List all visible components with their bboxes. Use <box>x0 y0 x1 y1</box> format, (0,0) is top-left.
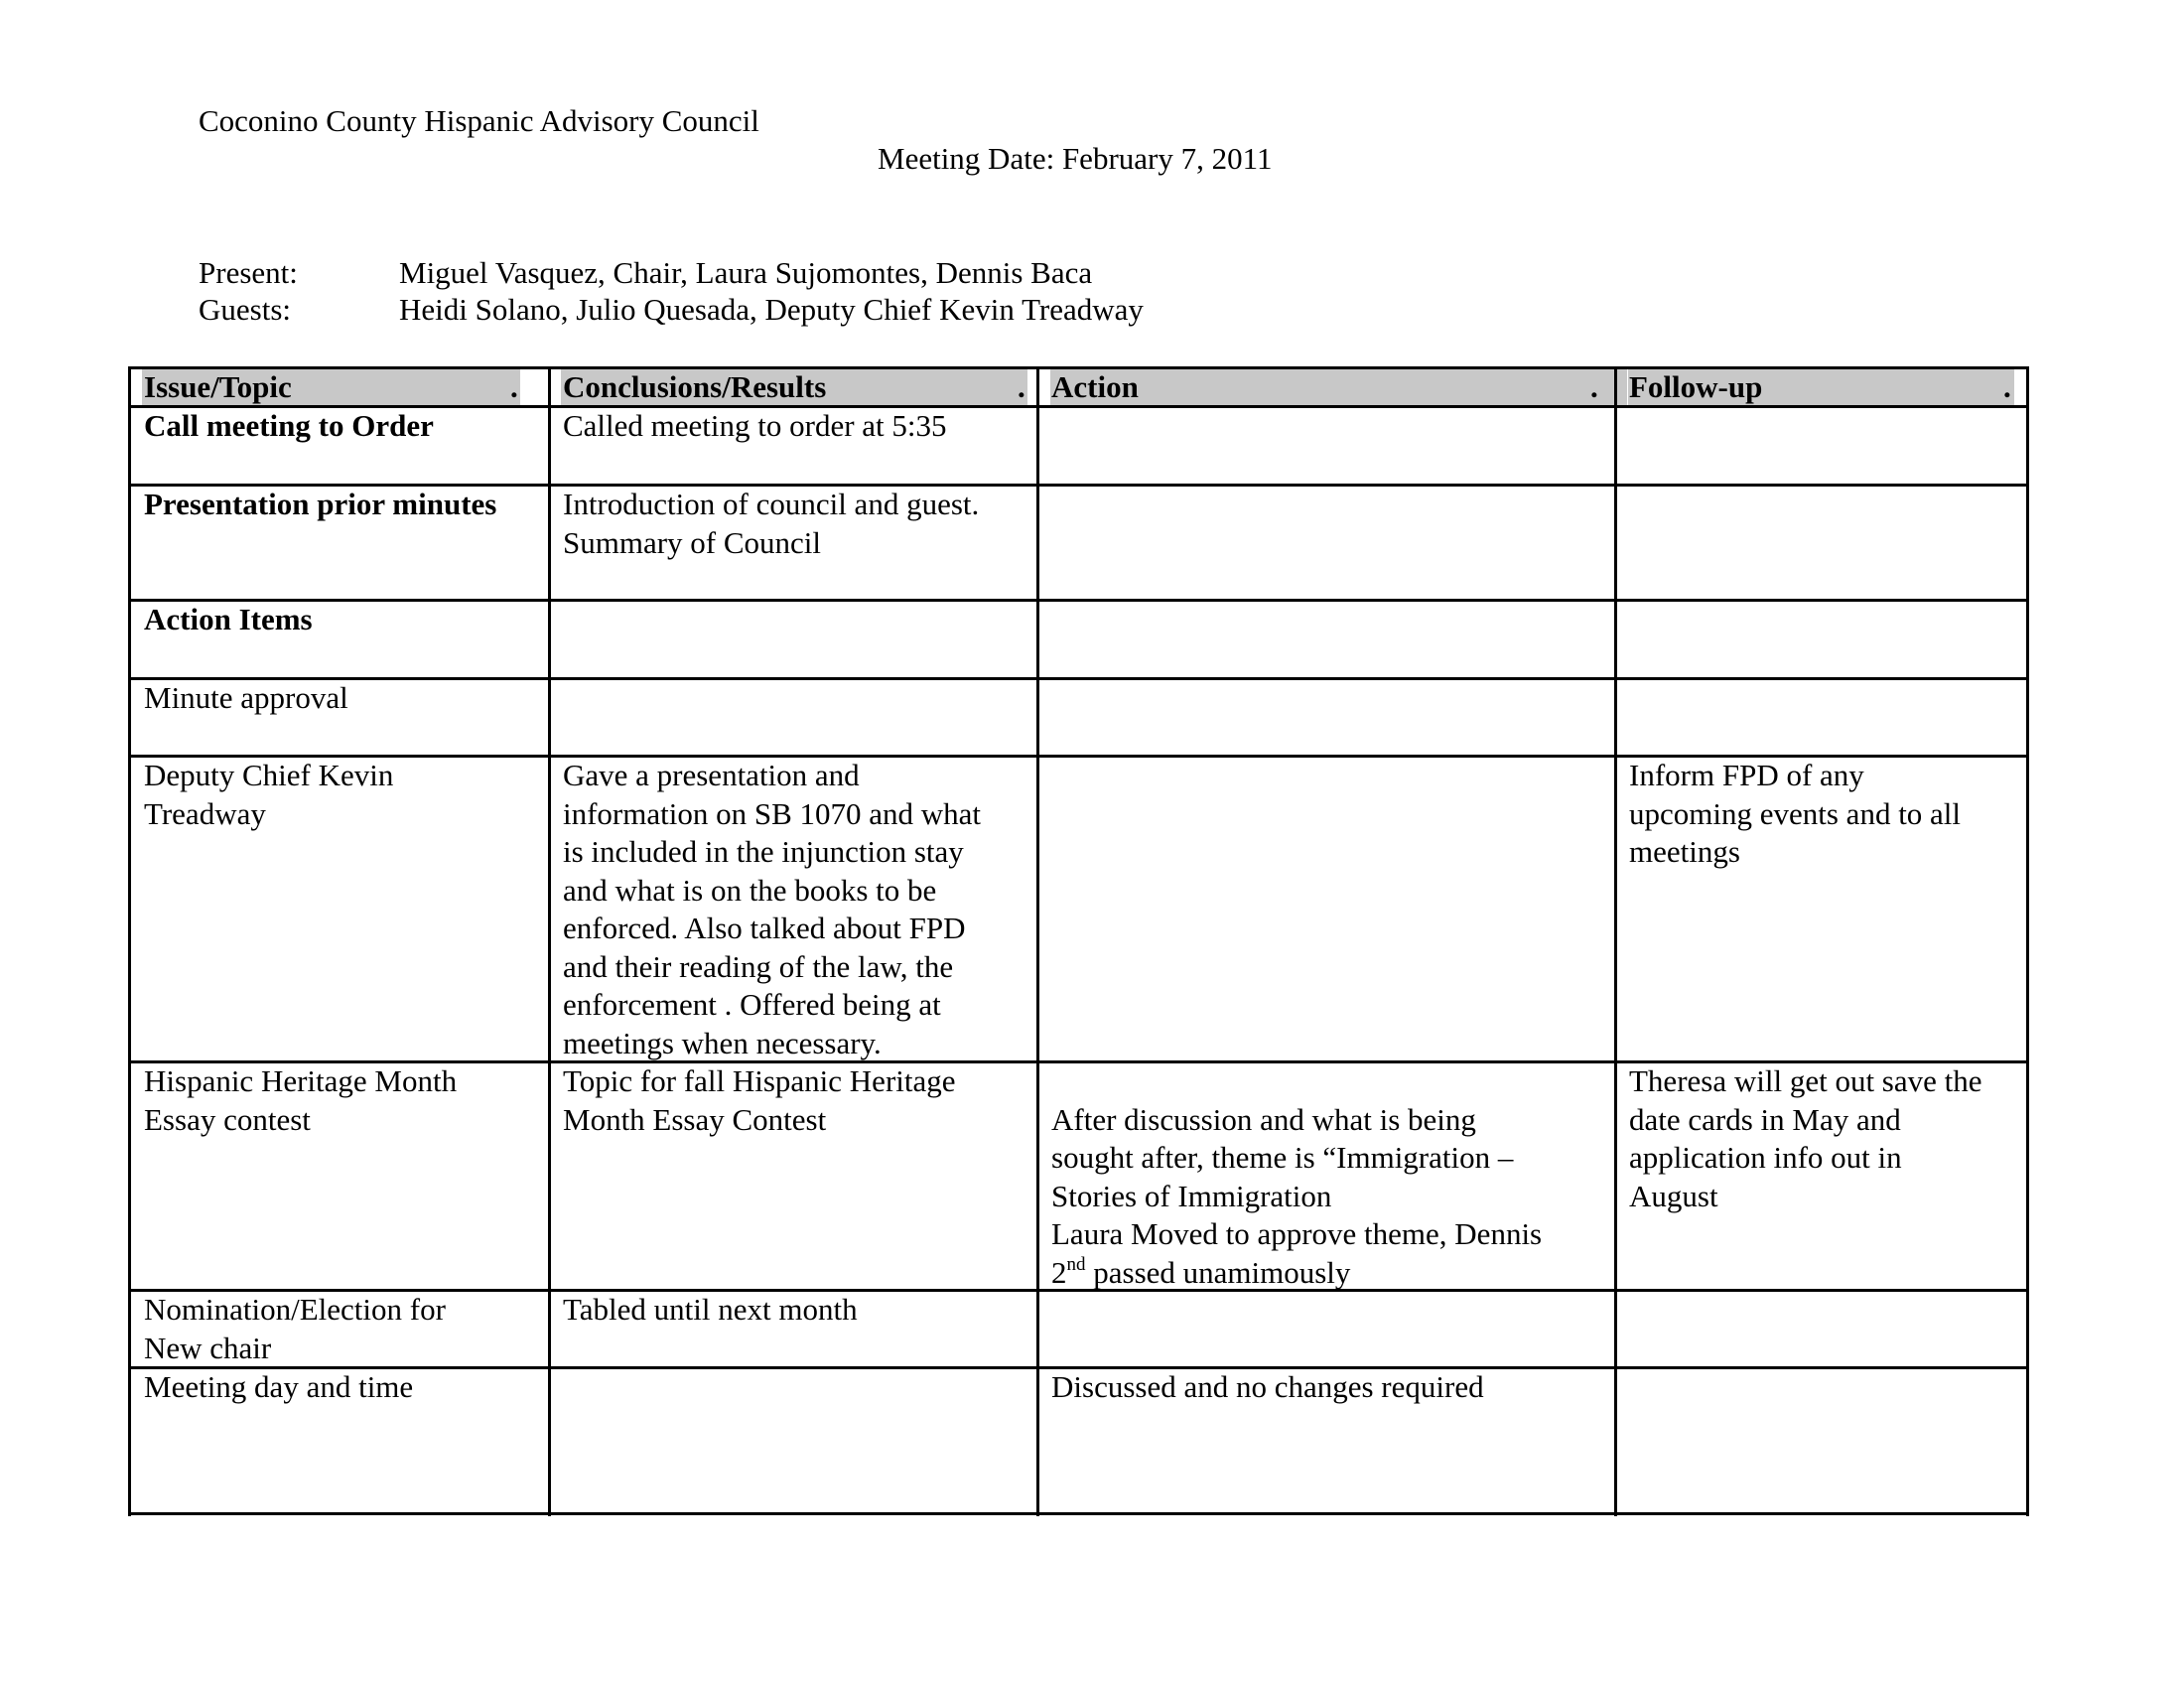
row-divider <box>128 599 2029 602</box>
table-border <box>128 366 2029 369</box>
column-header-conclusions: Conclusions/Results <box>563 369 827 404</box>
column-header-followup: Follow-up <box>1629 369 1763 404</box>
header-dot: . <box>510 369 518 404</box>
present-attendees: Miguel Vasquez, Chair, Laura Sujomontes, Dennis Baca <box>399 255 1093 290</box>
header-dot: . <box>1590 369 1598 404</box>
column-header-action: Action <box>1051 369 1139 404</box>
guests-label: Guests: <box>199 292 291 327</box>
organization-title: Coconino County Hispanic Advisory Council <box>199 103 759 138</box>
column-header-issue-topic: Issue/Topic <box>144 369 292 404</box>
table-cell-followup: Theresa will get out save the date cards in May and application info out in August <box>1629 1063 1982 1213</box>
action-text: After discussion and what is being sought after, theme is “Immigration – Stories of Immigration Laura Moved to approve theme, Dennis <box>1051 1101 1543 1251</box>
header-dot: . <box>1018 369 1025 404</box>
column-divider <box>1036 366 1039 1516</box>
table-border <box>128 1512 2029 1515</box>
table-cell-action <box>1051 1062 1542 1292</box>
table-cell-action: Discussed and no changes required <box>1051 1369 1484 1404</box>
table-cell-conclusions: Introduction of council and guest. Summary of Council <box>563 487 980 560</box>
table-cell-topic: Nomination/Election for New chair <box>144 1292 446 1365</box>
table-cell-conclusions: Gave a presentation and information on SB 1070 and what is included in the injunction stay and what is on the books to be enforced. Also talked about FPD and their reading of the law, the enforcement . Offered being at meetings when necessary. <box>563 758 982 1060</box>
meeting-date: Meeting Date: February 7, 2011 <box>878 141 1273 176</box>
table-cell-topic: Call meeting to Order <box>144 408 434 443</box>
table-cell-topic: Hispanic Heritage Month Essay contest <box>144 1063 458 1137</box>
column-divider <box>548 366 551 1516</box>
row-divider <box>128 677 2029 680</box>
header-dot: . <box>2003 369 2011 404</box>
table-cell-topic: Presentation prior minutes <box>144 487 497 521</box>
table-cell-topic: Action Items <box>144 602 313 636</box>
table-cell-followup: Inform FPD of any upcoming events and to all meetings <box>1629 758 1962 869</box>
table-cell-topic: Deputy Chief Kevin Treadway <box>144 758 394 831</box>
ordinal-number: 2 <box>1051 1254 1067 1290</box>
ordinal-suffix: nd <box>1066 1253 1086 1275</box>
table-cell-conclusions: Called meeting to order at 5:35 <box>563 408 947 443</box>
action-text-tail: passed unamimously <box>1085 1254 1351 1290</box>
guests-list: Heidi Solano, Julio Quesada, Deputy Chief Kevin Treadway <box>399 292 1144 327</box>
table-cell-conclusions: Topic for fall Hispanic Heritage Month Essay Contest <box>563 1063 956 1137</box>
table-border <box>2026 366 2029 1516</box>
column-divider <box>1614 366 1617 1516</box>
table-cell-conclusions: Tabled until next month <box>563 1292 858 1327</box>
table-border <box>128 366 131 1516</box>
table-cell-topic: Meeting day and time <box>144 1369 414 1404</box>
present-label: Present: <box>199 255 298 290</box>
minutes-table <box>128 366 2029 1513</box>
table-cell-topic: Minute approval <box>144 680 348 715</box>
